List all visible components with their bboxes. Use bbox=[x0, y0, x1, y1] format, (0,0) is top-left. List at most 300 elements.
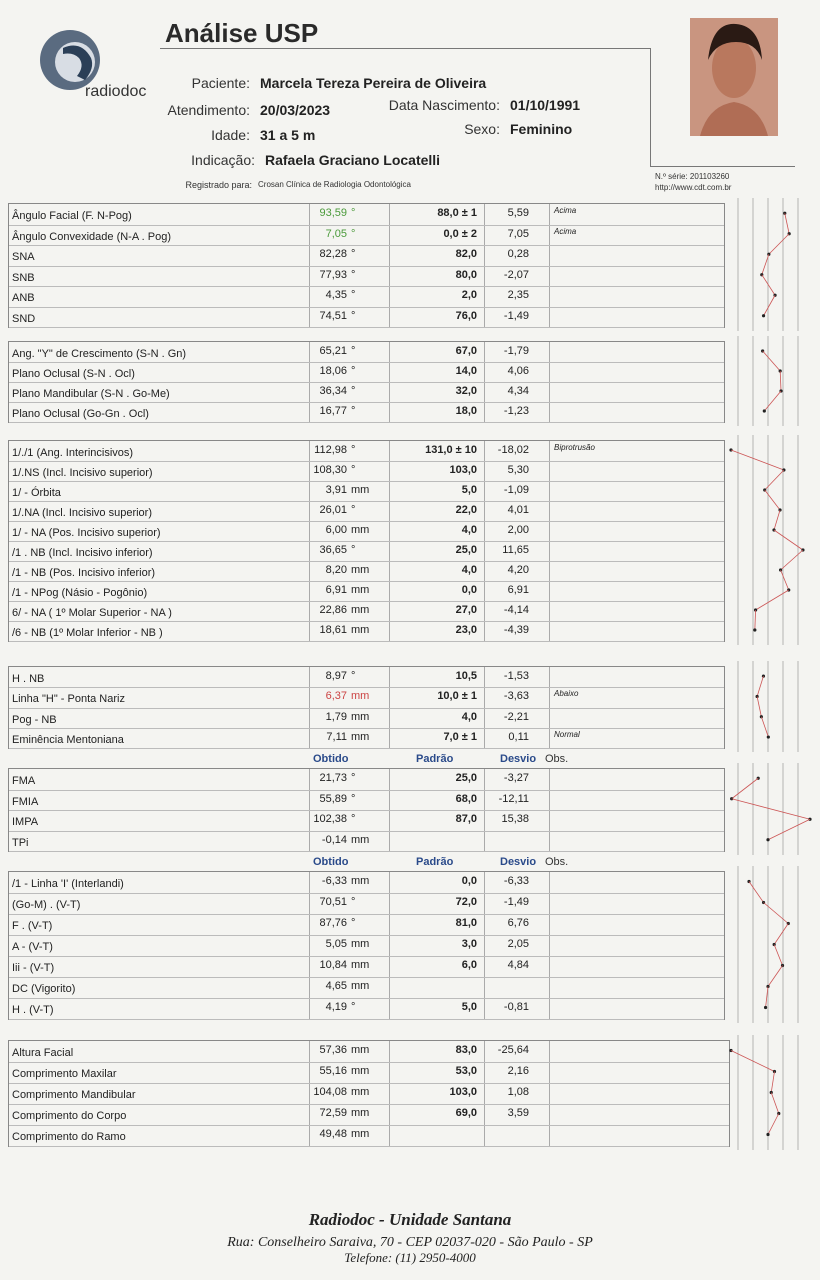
standard-value: 53,0 bbox=[455, 1065, 477, 1077]
standard-value: 68,0 bbox=[455, 792, 477, 805]
table-row bbox=[9, 581, 724, 602]
birth-date: 01/10/1991 bbox=[510, 97, 581, 113]
obtained-value: 18,06 bbox=[319, 365, 347, 377]
unit: mm bbox=[351, 710, 370, 723]
measurement-name: (Go-M) . (V-T) bbox=[12, 899, 81, 911]
measurement-name: /6 - NB (1º Molar Inferior - NB ) bbox=[12, 627, 163, 639]
obtained-value: 55,89 bbox=[319, 792, 347, 805]
title-underline bbox=[160, 48, 650, 49]
standard-value: 25,0 bbox=[455, 772, 477, 784]
plot-line bbox=[764, 295, 776, 316]
age-value: 31 a 5 m bbox=[260, 127, 316, 143]
plot-point bbox=[773, 294, 776, 297]
measurement-name: SNB bbox=[12, 271, 35, 284]
deviation-value: -0,81 bbox=[503, 1001, 529, 1013]
standard-value: 103,0 bbox=[449, 464, 477, 476]
obtained-value: 65,21 bbox=[319, 345, 347, 357]
obtained-value: 6,91 bbox=[325, 584, 347, 596]
plot-line bbox=[749, 882, 764, 903]
obtained-value: 4,65 bbox=[325, 980, 347, 992]
unit: ° bbox=[351, 772, 356, 784]
deviation-value: -2,21 bbox=[503, 710, 529, 723]
table-row bbox=[9, 342, 724, 363]
table-row bbox=[9, 1104, 729, 1126]
col-header-obs: Obs. bbox=[545, 753, 569, 765]
standard-value: 69,0 bbox=[455, 1107, 477, 1119]
visit-date: 20/03/2023 bbox=[260, 102, 331, 118]
radiodoc-logo bbox=[35, 28, 155, 108]
plot-line bbox=[757, 676, 763, 696]
measurement-name: Plano Oclusal (Go-Gn . Ocl) bbox=[12, 408, 149, 420]
obtained-value: 5,05 bbox=[325, 938, 347, 950]
standard-value: 72,0 bbox=[455, 896, 477, 908]
table-row bbox=[9, 790, 724, 812]
table-row bbox=[9, 728, 724, 749]
plot-point bbox=[753, 628, 756, 631]
plot-line bbox=[771, 1072, 774, 1093]
measurement-name: IMPA bbox=[12, 816, 39, 828]
measurement-name: /1 - Linha 'I' (Interlandi) bbox=[12, 878, 124, 890]
unit: ° bbox=[351, 405, 356, 417]
plot-point bbox=[763, 409, 766, 412]
table-row bbox=[9, 956, 724, 978]
deviation-value: 2,16 bbox=[507, 1065, 529, 1077]
measurement-name: 1/./1 (Ang. Interincisivos) bbox=[12, 447, 134, 459]
measurement-name: 1/ - NA (Pos. Incisivo superior) bbox=[12, 527, 161, 539]
deviation-value: -18,02 bbox=[497, 444, 529, 456]
table-row bbox=[9, 769, 724, 791]
unit: mm bbox=[351, 959, 370, 971]
deviation-value: 3,59 bbox=[507, 1107, 529, 1119]
plot-line bbox=[755, 610, 756, 630]
plot-line bbox=[768, 1114, 779, 1135]
measurement-block-2 bbox=[8, 341, 725, 423]
measurement-name: Comprimento Mandibular bbox=[12, 1089, 136, 1101]
table-row bbox=[9, 501, 724, 522]
measurement-name: FMIA bbox=[12, 795, 39, 808]
observation: Acima bbox=[554, 206, 577, 215]
obtained-value: 3,91 bbox=[325, 484, 347, 496]
measurement-name: Ângulo Facial (F. N-Pog) bbox=[12, 210, 132, 222]
unit: ° bbox=[351, 365, 356, 377]
deviation-value: 5,59 bbox=[507, 207, 529, 219]
standard-value: 5,0 bbox=[461, 484, 477, 496]
table-row bbox=[9, 810, 724, 832]
table-row bbox=[9, 441, 724, 462]
obtained-value: 70,51 bbox=[319, 896, 347, 908]
plot-line bbox=[774, 924, 788, 945]
col-header-obs: Obs. bbox=[545, 856, 569, 868]
header-divider-bottom bbox=[650, 166, 795, 167]
unit: ° bbox=[351, 207, 356, 219]
table-row bbox=[9, 977, 724, 999]
standard-value: 27,0 bbox=[455, 604, 477, 616]
standard-value: 25,0 bbox=[455, 544, 477, 556]
standard-value: 7,0 ± 1 bbox=[443, 730, 477, 743]
table-row bbox=[9, 1062, 729, 1084]
obtained-value: 6,37 bbox=[325, 690, 347, 703]
measurement-name: Eminência Mentoniana bbox=[12, 733, 124, 746]
measurement-name: H . (V-T) bbox=[12, 1004, 54, 1016]
deviation-plot bbox=[728, 763, 813, 855]
deviation-value: -1,09 bbox=[503, 484, 529, 496]
measurement-name: Comprimento Maxilar bbox=[12, 1068, 117, 1080]
deviation-value: 15,38 bbox=[501, 813, 529, 825]
standard-value: 10,5 bbox=[455, 670, 477, 682]
standard-value: 0,0 ± 2 bbox=[443, 227, 477, 240]
obtained-value: 1,79 bbox=[325, 710, 347, 723]
deviation-value: 6,91 bbox=[507, 584, 529, 596]
plot-line bbox=[732, 778, 759, 799]
footer-company: Radiodoc - Unidade Santana bbox=[308, 1210, 512, 1229]
unit: ° bbox=[351, 345, 356, 357]
measurement-name: DC (Vigorito) bbox=[12, 983, 76, 995]
col-header-desvio: Desvio bbox=[500, 753, 537, 765]
observation: Normal bbox=[554, 729, 580, 739]
standard-value: 4,0 bbox=[461, 710, 477, 723]
measurement-name: SNA bbox=[12, 251, 35, 263]
unit: mm bbox=[351, 875, 370, 887]
plot-line bbox=[771, 1093, 779, 1114]
measurement-name: 1/ - Órbita bbox=[12, 487, 61, 499]
measurement-name: FMA bbox=[12, 775, 36, 787]
unit: ° bbox=[351, 813, 356, 825]
table-row bbox=[9, 225, 724, 247]
table-row bbox=[9, 935, 724, 957]
obtained-value: 36,65 bbox=[319, 544, 347, 556]
plot-line bbox=[761, 717, 768, 737]
measurement-name: /1 . NB (Incl. Incisivo inferior) bbox=[12, 547, 153, 559]
indication-label: Indicação: bbox=[191, 152, 255, 168]
deviation-value: 4,01 bbox=[507, 504, 529, 516]
measurement-name: Comprimento do Corpo bbox=[12, 1110, 127, 1122]
standard-value: 131,0 ± 10 bbox=[425, 444, 477, 456]
table-row bbox=[9, 541, 724, 562]
header-divider bbox=[650, 48, 651, 166]
observation: Biprotrusão bbox=[554, 443, 595, 452]
plot-line bbox=[774, 945, 782, 966]
deviation-value: -12,11 bbox=[498, 792, 529, 805]
footer-phone: Telefone: (11) 2950-4000 bbox=[344, 1250, 476, 1265]
plot-line bbox=[731, 450, 784, 470]
measurement-name: Plano Oclusal (S-N . Ocl) bbox=[12, 368, 135, 380]
deviation-plot bbox=[728, 661, 813, 752]
obtained-value: 77,93 bbox=[319, 268, 347, 281]
table-row bbox=[9, 245, 724, 267]
obtained-value: 72,59 bbox=[319, 1107, 347, 1119]
obtained-value: 82,28 bbox=[319, 248, 347, 260]
deviation-value: 0,11 bbox=[508, 730, 529, 743]
table-row bbox=[9, 307, 724, 329]
measurement-name: F . (V-T) bbox=[12, 920, 53, 932]
table-row bbox=[9, 461, 724, 482]
obtained-value: 104,08 bbox=[313, 1086, 347, 1098]
deviation-value: 4,34 bbox=[507, 385, 529, 397]
standard-value: 2,0 bbox=[461, 289, 477, 301]
measurement-name: /1 - NB (Pos. Incisivo inferior) bbox=[12, 567, 156, 579]
obtained-value: 22,86 bbox=[319, 604, 347, 616]
deviation-plot bbox=[728, 866, 813, 1023]
deviation-value: 4,20 bbox=[507, 564, 529, 576]
deviation-value: 0,28 bbox=[507, 248, 529, 260]
registered-value: Crosan Clínica de Radiologia Odontológica bbox=[258, 180, 411, 189]
standard-value: 0,0 bbox=[461, 584, 477, 596]
measurement-block-1 bbox=[8, 203, 725, 328]
plot-line bbox=[781, 550, 803, 570]
table-row bbox=[9, 667, 724, 688]
table-row bbox=[9, 831, 724, 853]
plot-point bbox=[764, 1006, 767, 1009]
age-label: Idade: bbox=[211, 127, 250, 143]
obtained-value: -6,33 bbox=[321, 875, 347, 887]
measurement-name: SND bbox=[12, 312, 36, 325]
deviation-value: -3,63 bbox=[503, 690, 529, 703]
indication-value: Rafaela Graciano Locatelli bbox=[265, 152, 441, 168]
standard-value: 4,0 bbox=[461, 564, 477, 576]
unit: ° bbox=[351, 227, 356, 240]
obtained-value: 49,48 bbox=[319, 1128, 347, 1140]
measurement-name: A - (V-T) bbox=[12, 941, 53, 953]
unit: mm bbox=[351, 1044, 370, 1056]
unit: mm bbox=[351, 1065, 370, 1077]
plot-line bbox=[785, 213, 789, 234]
table-row bbox=[9, 998, 724, 1020]
obtained-value: 8,97 bbox=[325, 670, 347, 682]
measurement-name: Pog - NB bbox=[12, 713, 57, 726]
obtained-value: 21,73 bbox=[319, 772, 347, 784]
measurement-name: H . NB bbox=[12, 673, 45, 685]
measurement-name: /1 - NPog (Násio - Pogônio) bbox=[12, 587, 148, 599]
table-row bbox=[9, 561, 724, 582]
deviation-value: -1,49 bbox=[503, 896, 529, 908]
plot-line bbox=[781, 570, 789, 590]
observation: Abaixo bbox=[554, 689, 579, 699]
unit: mm bbox=[351, 980, 370, 992]
measurement-name: Ângulo Convexidade (N-A . Pog) bbox=[12, 230, 171, 243]
measurement-block-7 bbox=[8, 1040, 730, 1147]
deviation-plot bbox=[728, 435, 813, 645]
plot-point bbox=[779, 568, 782, 571]
unit: mm bbox=[351, 1107, 370, 1119]
plot-point bbox=[766, 838, 769, 841]
measurement-block-4 bbox=[8, 666, 725, 749]
measurement-name: 1/.NA (Incl. Incisivo superior) bbox=[12, 507, 152, 519]
standard-value: 0,0 bbox=[461, 875, 477, 887]
unit: ° bbox=[351, 670, 356, 682]
deviation-value: -1,49 bbox=[503, 309, 529, 322]
measurement-name: ANB bbox=[12, 292, 35, 304]
standard-value: 32,0 bbox=[455, 385, 477, 397]
standard-value: 5,0 bbox=[461, 1001, 477, 1013]
deviation-plot bbox=[728, 336, 813, 426]
table-row bbox=[9, 382, 724, 403]
plot-point bbox=[777, 1112, 780, 1115]
standard-value: 22,0 bbox=[455, 504, 477, 516]
deviation-value: 7,05 bbox=[507, 227, 529, 240]
standard-value: 76,0 bbox=[455, 309, 477, 322]
deviation-value: -4,39 bbox=[503, 624, 529, 636]
obtained-value: 7,05 bbox=[325, 227, 347, 240]
unit: mm bbox=[351, 584, 370, 596]
measurement-name: Iii - (V-T) bbox=[12, 962, 55, 974]
col-header-obtido: Obtido bbox=[313, 856, 349, 868]
obtained-value: 18,61 bbox=[319, 624, 347, 636]
patient-label: Paciente: bbox=[191, 75, 250, 91]
plot-line bbox=[763, 351, 781, 371]
table-row bbox=[9, 286, 724, 308]
unit: ° bbox=[351, 268, 356, 281]
table-row bbox=[9, 872, 724, 894]
plot-line bbox=[780, 371, 781, 391]
table-row bbox=[9, 708, 724, 729]
plot-line bbox=[768, 819, 810, 840]
deviation-value: 2,00 bbox=[507, 524, 529, 536]
unit: ° bbox=[351, 792, 356, 805]
unit: mm bbox=[351, 833, 370, 846]
standard-value: 3,0 bbox=[461, 938, 477, 950]
unit: mm bbox=[351, 690, 370, 703]
unit: mm bbox=[351, 524, 370, 536]
unit: ° bbox=[351, 289, 356, 301]
obtained-value: 74,51 bbox=[319, 309, 347, 322]
table-row bbox=[9, 266, 724, 288]
table-row bbox=[9, 362, 724, 383]
standard-value: 67,0 bbox=[455, 345, 477, 357]
obtained-value: 57,36 bbox=[319, 1044, 347, 1056]
obtained-value: 102,38 bbox=[313, 813, 347, 825]
sex-label: Sexo: bbox=[464, 121, 500, 137]
table-row bbox=[9, 204, 724, 226]
registered-label: Registrado para: bbox=[185, 180, 252, 190]
plot-line bbox=[765, 490, 780, 510]
serial-number: N.º série: 201103260 bbox=[655, 172, 730, 181]
measurement-name: TPi bbox=[12, 836, 29, 849]
obtained-value: 55,16 bbox=[319, 1065, 347, 1077]
unit: ° bbox=[351, 504, 356, 516]
deviation-value: -1,23 bbox=[503, 405, 529, 417]
obtained-value: -0,14 bbox=[321, 833, 347, 846]
page-title: Análise USP bbox=[165, 18, 319, 48]
deviation-value: 5,30 bbox=[507, 464, 529, 476]
deviation-value: 2,05 bbox=[507, 938, 529, 950]
measurement-block-6 bbox=[8, 871, 725, 1020]
col-header-desvio: Desvio bbox=[500, 856, 537, 868]
deviation-value: 2,35 bbox=[507, 289, 529, 301]
table-row bbox=[9, 1125, 729, 1147]
obtained-value: 8,20 bbox=[325, 564, 347, 576]
deviation-plot bbox=[728, 1035, 813, 1150]
observation: Acima bbox=[554, 226, 577, 236]
birth-label: Data Nascimento: bbox=[388, 97, 500, 113]
unit: mm bbox=[351, 938, 370, 950]
col-header-obtido: Obtido bbox=[313, 753, 349, 765]
unit: mm bbox=[351, 624, 370, 636]
table-row bbox=[9, 621, 724, 642]
standard-value: 6,0 bbox=[461, 959, 477, 971]
measurement-name: Altura Facial bbox=[12, 1047, 74, 1059]
unit: ° bbox=[351, 464, 356, 476]
table-row bbox=[9, 687, 724, 708]
deviation-value: 4,06 bbox=[507, 365, 529, 377]
plot-line bbox=[756, 590, 789, 610]
unit: mm bbox=[351, 564, 370, 576]
obtained-value: 93,59 bbox=[319, 207, 347, 219]
obtained-value: 112,98 bbox=[314, 444, 347, 456]
plot-line bbox=[762, 275, 775, 296]
plot-line bbox=[774, 510, 780, 530]
obtained-value: 6,00 bbox=[325, 524, 347, 536]
unit: mm bbox=[351, 730, 370, 743]
visit-label: Atendimento: bbox=[167, 102, 250, 118]
deviation-value: -1,53 bbox=[503, 670, 529, 682]
table-row bbox=[9, 402, 724, 423]
plot-point bbox=[766, 1133, 769, 1136]
footer-address: Rua: Conselheiro Saraiva, 70 - CEP 02037-020 - São Paulo - SP bbox=[227, 1235, 593, 1250]
standard-value: 80,0 bbox=[455, 268, 477, 281]
deviation-plot bbox=[728, 198, 813, 331]
standard-value: 4,0 bbox=[461, 524, 477, 536]
plot-line bbox=[765, 470, 784, 490]
logo-text: radiodoc bbox=[85, 83, 147, 100]
unit: mm bbox=[351, 1086, 370, 1098]
table-row bbox=[9, 601, 724, 622]
obtained-value: 10,84 bbox=[319, 959, 347, 971]
standard-value: 18,0 bbox=[455, 405, 477, 417]
deviation-value: -25,64 bbox=[497, 1044, 529, 1056]
standard-value: 88,0 ± 1 bbox=[437, 207, 477, 219]
plot-point bbox=[767, 735, 770, 738]
unit: ° bbox=[351, 544, 356, 556]
standard-value: 23,0 bbox=[455, 624, 477, 636]
measurement-name: Linha "H" - Ponta Nariz bbox=[12, 693, 125, 706]
standard-value: 14,0 bbox=[455, 365, 477, 377]
obtained-value: 26,01 bbox=[319, 504, 347, 516]
website-url: http://www.cdt.com.br bbox=[655, 183, 732, 192]
measurement-name: Comprimento do Ramo bbox=[12, 1131, 126, 1143]
deviation-value: -3,27 bbox=[503, 772, 529, 784]
measurement-name: 6/ - NA ( 1º Molar Superior - NA ) bbox=[12, 607, 172, 619]
unit: mm bbox=[351, 1128, 370, 1140]
unit: ° bbox=[351, 248, 356, 260]
patient-photo bbox=[690, 18, 778, 136]
plot-line bbox=[768, 966, 783, 987]
plot-point bbox=[762, 314, 765, 317]
plot-line bbox=[774, 530, 803, 550]
standard-value: 87,0 bbox=[455, 813, 477, 825]
unit: ° bbox=[351, 917, 356, 929]
measurement-name: 1/.NS (Incl. Incisivo superior) bbox=[12, 467, 153, 479]
patient-name: Marcela Tereza Pereira de Oliveira bbox=[260, 75, 487, 91]
obtained-value: 108,30 bbox=[313, 464, 347, 476]
deviation-value: 4,84 bbox=[507, 959, 529, 971]
sex-value: Feminino bbox=[510, 121, 573, 137]
unit: ° bbox=[351, 444, 356, 456]
table-row bbox=[9, 1083, 729, 1105]
plot-line bbox=[769, 234, 789, 255]
plot-line bbox=[764, 903, 789, 924]
standard-value: 83,0 bbox=[455, 1044, 477, 1056]
measurement-block-3 bbox=[8, 440, 725, 642]
col-header-padrao: Padrão bbox=[416, 856, 454, 868]
deviation-value: -1,79 bbox=[503, 345, 529, 357]
deviation-value: 6,76 bbox=[507, 917, 529, 929]
obtained-value: 4,35 bbox=[325, 289, 347, 301]
deviation-value: -6,33 bbox=[503, 875, 529, 887]
table-row bbox=[9, 914, 724, 936]
standard-value: 82,0 bbox=[455, 248, 477, 260]
unit: ° bbox=[351, 385, 356, 397]
unit: ° bbox=[351, 1001, 356, 1013]
